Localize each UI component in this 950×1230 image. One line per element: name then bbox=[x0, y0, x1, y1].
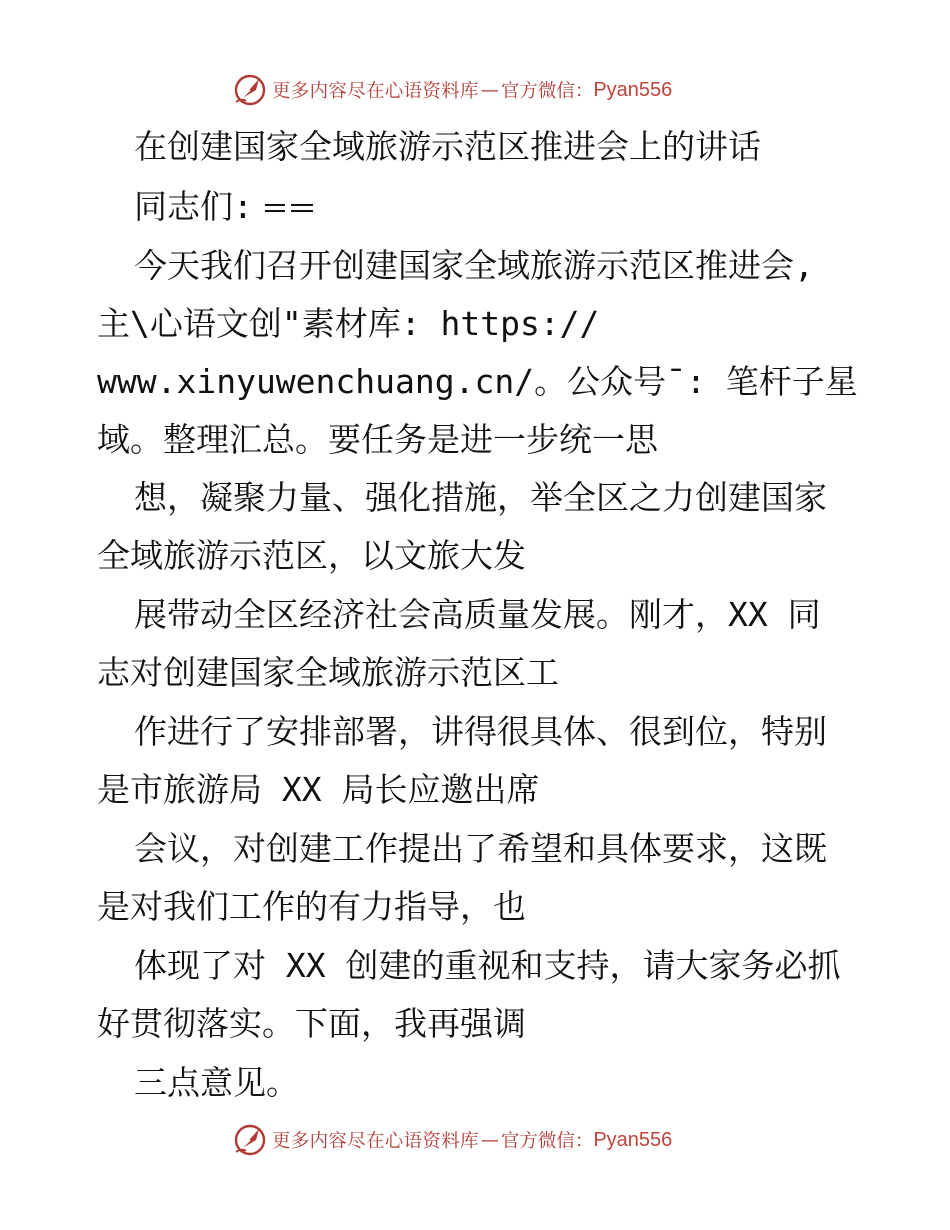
footer-banner bbox=[232, 1120, 672, 1160]
banner-wechat-id: Pyan556 bbox=[593, 1128, 673, 1151]
banner-separator: — bbox=[480, 1129, 499, 1151]
body-line: 想，凝聚力量、强化措施，举全区之力创建国家 bbox=[134, 478, 827, 517]
body-line: 是对我们工作的有力指导，也 bbox=[97, 887, 526, 926]
body-line: 志对创建国家全域旅游示范区工 bbox=[97, 653, 559, 692]
body-line: 全域旅游示范区，以文旅大发 bbox=[97, 536, 526, 575]
body-line: 体现了对 XX 创建的重视和支持，请大家务必抓 bbox=[134, 946, 841, 985]
body-line: 好贯彻落实。下面，我再强调 bbox=[97, 1004, 526, 1043]
double-dash-ornament-icon bbox=[263, 199, 315, 219]
salutation-line bbox=[134, 187, 315, 227]
body-line: 展带动全区经济社会高质量发展。刚才，XX 同 bbox=[134, 595, 821, 634]
header-banner bbox=[232, 70, 672, 110]
quill-pen-logo-icon bbox=[232, 1122, 268, 1158]
body-line: 今天我们召开创建国家全域旅游示范区推进会, bbox=[134, 246, 814, 285]
body-line: 是市旅游局 XX 局长应邀出席 bbox=[97, 770, 540, 809]
banner-wechat-id: Pyan556 bbox=[593, 78, 673, 101]
banner-wechat-label: 官方微信： bbox=[500, 1131, 594, 1152]
body-line: 主\心语文创"素材库: https:// bbox=[97, 304, 600, 343]
body-line: 会议，对创建工作提出了希望和具体要求，这既 bbox=[134, 829, 827, 868]
body-line: 作进行了安排部署，讲得很具体、很到位，特别 bbox=[134, 712, 827, 751]
body-line: 三点意见。 bbox=[134, 1063, 299, 1102]
banner-wechat-label: 官方微信： bbox=[500, 81, 594, 102]
banner-slogan: 更多内容尽在心语资料库 bbox=[272, 1131, 479, 1152]
banner-separator: — bbox=[480, 79, 499, 101]
body-line: 域。整理汇总。要任务是进一步统一思 bbox=[97, 420, 658, 459]
quill-pen-logo-icon bbox=[232, 72, 268, 108]
body-line: www.xinyuwenchuang.cn/。公众号¯: 笔杆子星 bbox=[97, 362, 858, 401]
document-title: 在创建国家全域旅游示范区推进会上的讲话 bbox=[134, 127, 761, 166]
salutation: 同志们: bbox=[134, 187, 253, 226]
banner-slogan: 更多内容尽在心语资料库 bbox=[272, 81, 479, 102]
